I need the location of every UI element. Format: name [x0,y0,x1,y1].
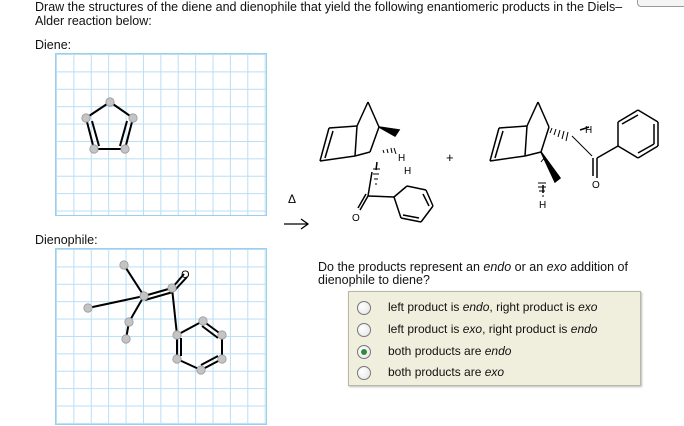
radio-button[interactable] [357,301,371,315]
option-label: left product is endo, right product is exo [388,300,598,314]
question-prompt: Draw the structures of the diene and dienophile that yield the following enantiomeric products in the Diels–Alder reaction below: [35,0,623,28]
right-product [490,102,658,193]
left-h-label-2: H [404,166,412,177]
endo-exo-question: Do the products represent an endo or an exo addition of dienophile to diene? [318,260,628,287]
dienophile-label: Dienophile: [35,233,98,247]
option-both-exo[interactable] [349,363,640,385]
reaction-arrow [284,219,308,229]
radio-button[interactable] [357,323,371,337]
reaction-scheme [280,90,670,235]
plus-sign: + [446,150,454,165]
right-h-label-2: H [539,200,547,211]
option-label: left product is exo, right product is endo [388,322,598,336]
option-left-endo-right-exo[interactable] [349,298,640,320]
dienophile-structure [56,249,266,424]
radio-button-selected[interactable] [357,345,371,359]
right-o-label: O [592,180,600,191]
answer-options [348,291,641,386]
top-corner-button[interactable] [637,0,684,7]
option-label: both products are endo [388,344,512,358]
left-o-label: O [352,213,360,224]
dienophile-canvas[interactable] [55,248,267,425]
left-product [320,102,433,222]
radio-button[interactable] [357,366,371,380]
carbonyl-o-label: O [181,269,190,281]
diene-canvas[interactable] [55,53,267,216]
option-left-exo-right-endo[interactable] [349,320,640,342]
option-label: both products are exo [388,365,505,379]
left-h-label-1: H [398,153,406,164]
right-h-label-1: H [585,125,593,136]
option-both-endo[interactable] [349,342,640,364]
diene-structure [56,54,266,215]
diene-label: Diene: [35,38,72,52]
heat-symbol: Δ [288,192,297,206]
